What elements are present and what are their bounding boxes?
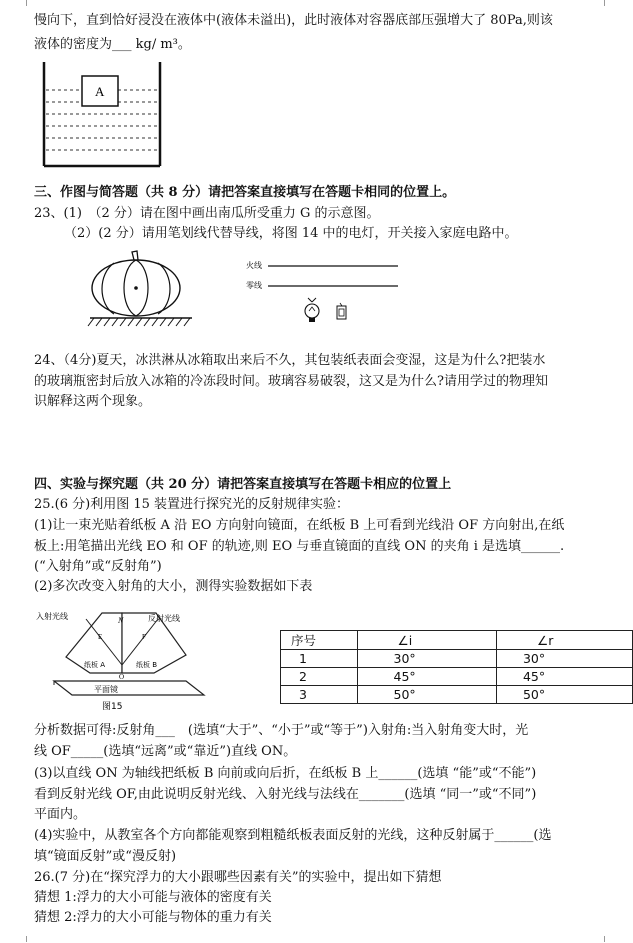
question-23-1: 23、(1) （2 分）请在图中画出南瓜所受重力 G 的示意图。 <box>34 206 380 221</box>
table-cell: 2 <box>281 668 358 686</box>
reflected-ray-label: 反射光线 <box>148 614 180 623</box>
circuit-figure <box>240 254 408 334</box>
question-23-2: （2）(2 分）请用笔划线代替导线，将图 14 中的电灯，开关接入家庭电路中。 <box>64 226 518 241</box>
point-f-label: F <box>142 633 146 641</box>
neutral-wire-label: 零线 <box>246 281 262 290</box>
question-24: 识解释这两个现象。 <box>34 394 152 409</box>
block-label: A <box>95 84 105 99</box>
container-figure <box>40 58 168 176</box>
question-26: 26.(7 分)在“探究浮力的大小跟哪些因素有关”的实验中，提出如下猜想 <box>34 870 442 885</box>
table-cell: 45° <box>496 668 632 686</box>
question-25: (3)以直线 ON 为轴线把纸板 B 向前或向后折，在纸板 B 上______(选填 “能”或“不能”) <box>34 766 537 781</box>
crop-mark <box>26 0 33 6</box>
live-wire-label: 火线 <box>246 261 262 270</box>
point-o-label: O <box>119 673 125 681</box>
question-24: 的玻璃瓶密封后放入冰箱的冷冻段时间。玻璃容易破裂，这又是为什么?请用学过的物理知 <box>34 374 548 389</box>
board-a-label: 纸板 A <box>84 661 106 669</box>
table-row <box>281 668 633 686</box>
table-row <box>281 686 633 704</box>
question-25: 线 OF_____(选填“远离”或“靠近”)直线 ON。 <box>34 744 297 759</box>
table-header: ∠i <box>357 631 496 650</box>
pumpkin-figure <box>84 248 202 332</box>
table-cell: 50° <box>496 686 632 704</box>
question-25: 分析数据可得:反射角___ (选填“大于”、“小于”或“等于”)入射角:当入射角变大时，光 <box>34 723 529 738</box>
reflection-figure <box>36 605 216 715</box>
question-25: (2)多次改变入射角的大小，测得实验数据如下表 <box>34 579 313 594</box>
table-cell: 50° <box>357 686 496 704</box>
table-header-row <box>281 631 633 650</box>
section-title: 四、实验与探究题（共 20 分）请把答案直接填写在答题卡相应的位置上 <box>34 477 452 492</box>
table-cell: 30° <box>496 650 632 668</box>
question-25: (“入射角”或“反射角”) <box>34 559 162 574</box>
question-25: 板上:用笔描出光线 EO 和 OF 的轨迹,则 EO 与垂直镜面的直线 ON 的夹角 i 是选填______. <box>34 539 565 554</box>
question-25: 看到反射光线 OF,由此说明反射光线、入射光线与法线在_______(选填 “同一”或“不同”) <box>34 787 537 802</box>
table-cell: 1 <box>281 650 358 668</box>
lamp-icon <box>305 298 319 322</box>
question-25: 25.(6 分)利用图 15 装置进行探究光的反射规律实验： <box>34 497 350 512</box>
section-title: 三、作图与简答题（共 8 分）请把答案直接填写在答题卡相同的位置上。 <box>34 185 456 200</box>
question-25: (1)让一束光贴着纸板 A 沿 EO 方向射向镜面，在纸板 B 上可看到光线沿 OF 方向射出,在纸 <box>34 518 565 533</box>
crop-mark <box>598 936 605 942</box>
question-24: 24、（4分)夏天，冰洪淋从冰箱取出来后不久，其包装纸表面会变湿，这是为什么?把装水 <box>34 353 546 368</box>
text-line: 慢向下，直到恰好浸没在液体中(液体未溢出)，此时液体对容器底部压强增大了 80Pa,则该 <box>34 13 553 28</box>
table-row <box>281 650 633 668</box>
text-line: 液体的密度为___ kg/ m³。 <box>34 37 191 52</box>
crop-mark <box>26 936 33 942</box>
question-26: 猜想 2:浮力的大小可能与物体的重力有关 <box>34 910 272 925</box>
board-b-label: 纸板 B <box>136 661 158 669</box>
mirror-label: 平面镜 <box>94 685 118 694</box>
table-header: 序号 <box>281 631 358 650</box>
table-cell: 45° <box>357 668 496 686</box>
switch-icon <box>337 303 346 319</box>
question-25: 平面内。 <box>34 807 87 822</box>
crop-mark <box>598 0 605 6</box>
question-25: (4)实验中，从教室各个方向都能观察到粗糙纸板表面反射的光线，这种反射属于______(选 <box>34 828 552 843</box>
normal-label: N <box>118 616 124 625</box>
table-cell: 30° <box>357 650 496 668</box>
figure-caption: 图15 <box>102 702 123 712</box>
incident-ray-label: 入射光线 <box>36 612 68 621</box>
question-26: 猜想 1:浮力的大小可能与液体的密度有关 <box>34 890 272 905</box>
question-25: 填“镜面反射”或“漫反射) <box>34 849 177 864</box>
point-e-label: E <box>98 633 103 641</box>
table-header: ∠r <box>496 631 632 650</box>
data-table <box>280 630 633 704</box>
table-cell: 3 <box>281 686 358 704</box>
